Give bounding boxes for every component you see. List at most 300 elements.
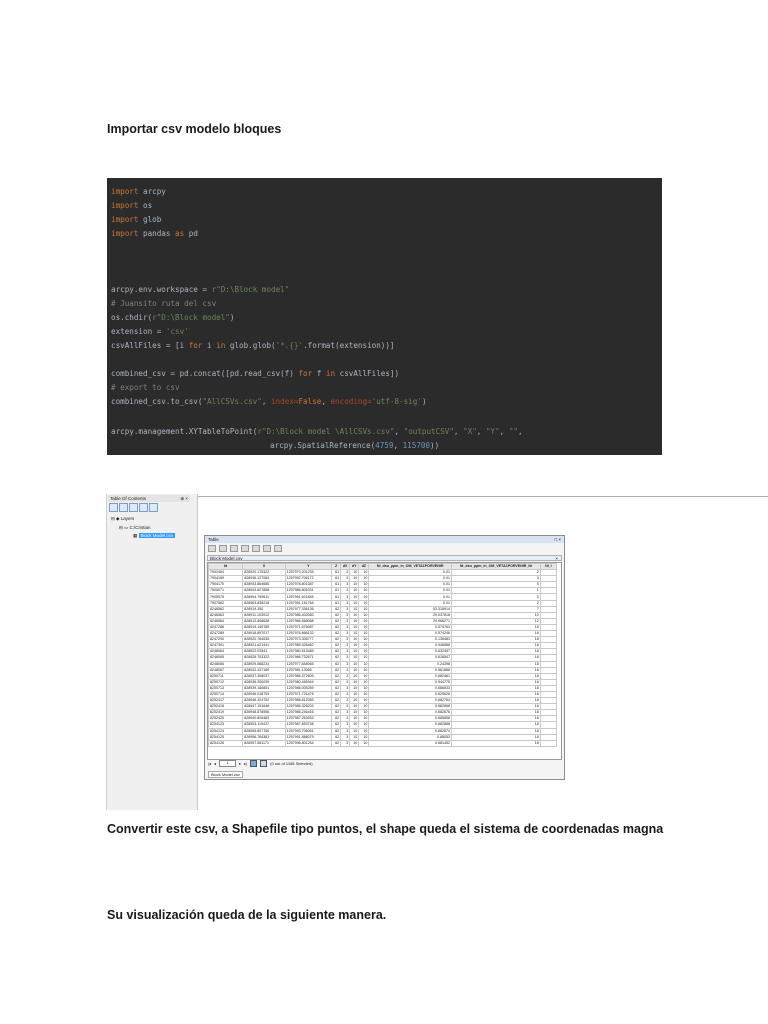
table-row[interactable]	[209, 740, 557, 746]
table-cell: 8252419	[209, 710, 243, 716]
list-by-source-icon[interactable]	[119, 503, 128, 512]
code-line: arcpy.env.workspace = r"D:\Block model"	[111, 285, 290, 294]
table-cell: 10	[359, 679, 369, 685]
table-cell: 18	[452, 661, 541, 667]
table-cell: 10	[359, 740, 369, 746]
table-cell: 10	[350, 588, 359, 594]
table-cell: 3	[341, 594, 350, 600]
table-cell: 10	[350, 600, 359, 606]
column-header[interactable]: Z	[332, 564, 341, 570]
table-cell: 0.01	[369, 570, 452, 576]
table-cell: 828919.350	[243, 606, 285, 612]
table-cell: 828940.826483	[243, 716, 285, 722]
table-cell: 10	[350, 661, 359, 667]
tree-folder[interactable]: ⊟ ▭ C:\Cristian	[119, 525, 151, 530]
first-record-icon[interactable]: |◂	[208, 761, 212, 766]
table-cell: 0.88053	[369, 734, 452, 740]
table-cell: 10	[350, 704, 359, 710]
tree-item-block-model[interactable]: ▦ Block Model.csv	[133, 533, 174, 538]
table-cell: 7	[452, 606, 541, 612]
table-cell: 5	[452, 582, 541, 588]
close-icon[interactable]: ×	[555, 556, 558, 561]
table-cell: 10	[359, 667, 369, 673]
table-cell: 10	[359, 588, 369, 594]
list-by-visibility-icon[interactable]	[129, 503, 138, 512]
table-cell: 828946.324752	[243, 698, 285, 704]
table-navigation-bar	[208, 760, 313, 767]
table-cell: 828946.127084	[243, 576, 285, 582]
table-cell: 828937.308037	[243, 673, 285, 679]
table-cell: 62	[332, 618, 341, 624]
attribute-table-window	[204, 535, 565, 780]
table-cell: 61	[332, 576, 341, 582]
table-cell: 8250711	[209, 673, 243, 679]
table-cell: 10	[359, 691, 369, 697]
table-cell: 61	[332, 570, 341, 576]
table-cell: 10	[350, 576, 359, 582]
select-by-attributes-icon[interactable]	[230, 545, 238, 552]
table-cell: 0.681452	[369, 740, 452, 746]
table-cell: 3	[341, 722, 350, 728]
table-cell: 10	[350, 667, 359, 673]
table-cell: 62	[332, 649, 341, 655]
table-cell: 8247290	[209, 637, 243, 643]
table-cell: 10	[350, 582, 359, 588]
table-cell: 0.682868	[369, 704, 452, 710]
table-cell: 3	[341, 698, 350, 704]
table-cell: 1257977.336136	[285, 606, 331, 612]
table-cell: 10	[359, 661, 369, 667]
table-cell: 18	[452, 637, 541, 643]
table-cell: 62	[332, 698, 341, 704]
table-cell: 0.946588	[369, 643, 452, 649]
table-cell: 8246562	[209, 606, 243, 612]
table-cell: 8250712	[209, 679, 243, 685]
table-cell: 1257987.853746	[285, 722, 331, 728]
table-cell: 1257986.402083	[285, 612, 331, 618]
table-cell: 0.01	[369, 588, 452, 594]
table-cell: 18	[452, 667, 541, 673]
table-cell: 1257992.706172	[285, 576, 331, 582]
table-cell: 0.575763	[369, 624, 452, 630]
panel-splitter[interactable]	[191, 494, 198, 810]
table-cell: 10	[350, 655, 359, 661]
table-cell: 10	[350, 618, 359, 624]
table-cell: 8247391	[209, 643, 243, 649]
heading-visualization: Su visualización queda de la siguiente manera.	[107, 908, 387, 922]
column-header[interactable]: dX	[341, 564, 350, 570]
previous-record-icon[interactable]: ◂	[214, 761, 217, 766]
close-icon[interactable]: □ ×	[554, 537, 561, 542]
code-line: import glob	[111, 215, 162, 224]
table-cell: 0.685858	[369, 716, 452, 722]
table-cell: 1257991.181764	[285, 600, 331, 606]
table-cell: 10	[350, 698, 359, 704]
table-cell: 62	[332, 691, 341, 697]
table-cell: 3	[341, 685, 350, 691]
table-cell: 61	[332, 588, 341, 594]
table-cell: 61	[332, 594, 341, 600]
table-cell: 10	[359, 643, 369, 649]
table-cell: 10	[452, 612, 541, 618]
table-cell: 1257986.326203	[285, 704, 331, 710]
table-cell: 8248064	[209, 649, 243, 655]
table-cell: 828919.149785	[243, 624, 285, 630]
table-cell: 3	[341, 576, 350, 582]
code-line: import os	[111, 201, 153, 210]
table-cell: 62	[332, 716, 341, 722]
table-cell: 3	[452, 594, 541, 600]
table-cell: 62	[332, 637, 341, 643]
related-tables-icon[interactable]	[219, 545, 227, 552]
tree-layers[interactable]: ⊟ ◆ Layers	[111, 516, 135, 521]
zoom-to-selected-icon[interactable]	[263, 545, 271, 552]
table-cell: 10	[350, 643, 359, 649]
selection-status: (0 out of 1185 Selected)	[270, 761, 313, 766]
table-cell: 828939.166851	[243, 685, 285, 691]
column-header[interactable]: X	[243, 564, 285, 570]
table-cell: 0.682888	[369, 722, 452, 728]
table-cell: 7905575	[209, 594, 243, 600]
table-cell: 1257986.805331	[285, 588, 331, 594]
table-cell: 3	[341, 691, 350, 697]
table-cell: 62	[332, 661, 341, 667]
table-cell: 62	[332, 734, 341, 740]
table-cell: 1257991.621845	[285, 594, 331, 600]
close-icon[interactable]: ⊕ ×	[180, 496, 188, 501]
switch-selection-icon[interactable]	[241, 545, 249, 552]
table-cell: 3	[341, 728, 350, 734]
table-cell: 10	[350, 606, 359, 612]
table-cell: 62	[332, 704, 341, 710]
table-window-title: Table □ ×	[205, 536, 564, 543]
table-cell: 0.625628	[369, 691, 452, 697]
table-cell: 62	[332, 710, 341, 716]
heading-convert-shapefile: Convertir este csv, a Shapefile tipo puntos, el shape queda el sistema de coordenadas magna	[107, 822, 664, 836]
options-icon[interactable]	[149, 503, 158, 512]
table-cell: 3	[341, 740, 350, 746]
column-header[interactable]: Ni_dsu_ppm_in_OM_VETA1PORVENIR	[369, 564, 452, 570]
last-record-icon[interactable]: ▸|	[244, 761, 248, 766]
column-header[interactable]: Id	[209, 564, 243, 570]
table-cell: 1257971.976087	[285, 624, 331, 630]
table-cell: 0.682461	[369, 673, 452, 679]
table-cell: 10	[350, 728, 359, 734]
table-cell: 1257981.13065	[285, 667, 331, 673]
table-cell: 3	[341, 710, 350, 716]
table-cell: 0.632457	[369, 649, 452, 655]
table-cell	[540, 740, 556, 746]
table-cell: 7904170	[209, 582, 243, 588]
list-by-drawing-order-icon[interactable]	[109, 503, 118, 512]
table-cell: 29.966271	[369, 618, 452, 624]
table-cell: 1257993.706061	[285, 728, 331, 734]
table-cell: 828918.897017	[243, 631, 285, 637]
table-cell: 8246563	[209, 612, 243, 618]
column-header[interactable]: dY	[350, 564, 359, 570]
table-cell: 10	[359, 606, 369, 612]
column-header[interactable]: dZ	[359, 564, 369, 570]
table-cell: 3	[341, 624, 350, 630]
table-cell: 12	[452, 618, 541, 624]
table-cell: 10	[359, 637, 369, 643]
table-cell: 10	[359, 649, 369, 655]
table-cell: 3	[341, 612, 350, 618]
table-cell: 828946.018753	[243, 691, 285, 697]
table-cell: 828954.759611	[243, 594, 285, 600]
table-cell: 10	[359, 728, 369, 734]
table-cell: 10	[350, 594, 359, 600]
table-cell: 8254126	[209, 740, 243, 746]
table-cell: 3	[341, 570, 350, 576]
table-cell: 0.24398	[369, 661, 452, 667]
map-frame-line	[198, 496, 768, 497]
table-cell: 828948.878556	[243, 710, 285, 716]
code-line: arcpy.management.XYTableToPoint(r"D:\Block model \AllCSVs.csv", "outputCSV", "X", "Y", "",	[111, 427, 523, 436]
table-toolbar	[208, 545, 282, 552]
table-cell: 10	[350, 637, 359, 643]
table-cell: 8250713	[209, 685, 243, 691]
table-cell: 828912.808628	[243, 618, 285, 624]
table-cell: 1257971.721476	[285, 691, 331, 697]
table-cell: 10	[350, 673, 359, 679]
table-cell: 3	[341, 631, 350, 637]
table-cell: 1257977.848065	[285, 661, 331, 667]
table-cell: 1257989.326462	[285, 643, 331, 649]
delete-selected-icon[interactable]	[274, 545, 282, 552]
table-cell: 3	[341, 655, 350, 661]
table-cell: 828956.764381	[243, 734, 285, 740]
code-line: extension = 'csv'	[111, 327, 189, 336]
table-cell: 3	[341, 679, 350, 685]
table-cell: 0.136483	[369, 637, 452, 643]
record-position-field[interactable]: 1	[219, 760, 236, 767]
table-cell: 18	[452, 710, 541, 716]
table-cell: 18	[452, 698, 541, 704]
table-cell: 828911.103912	[243, 612, 285, 618]
table-cell: 828926.753322	[243, 655, 285, 661]
code-line: # export to csv	[111, 383, 180, 392]
table-cell: 8247286	[209, 624, 243, 630]
table-cell: 1257980.515489	[285, 649, 331, 655]
table-cell: 8250714	[209, 691, 243, 697]
table-cell: 18	[452, 643, 541, 649]
table-cell: 62	[332, 631, 341, 637]
table-cell: 8252417	[209, 698, 243, 704]
table-cell: 10	[359, 624, 369, 630]
table-cell: 7902464	[209, 570, 243, 576]
table-cell: 8254125	[209, 734, 243, 740]
table-cell: 8246564	[209, 618, 243, 624]
clear-selection-icon[interactable]	[252, 545, 260, 552]
table-cell: 10	[359, 618, 369, 624]
toc-title: Table Of Contents ⊕ ×	[110, 496, 188, 501]
show-all-records-icon[interactable]	[250, 760, 257, 767]
table-cell: 62	[332, 624, 341, 630]
table-cell: 2	[452, 600, 541, 606]
table-cell: 1257986.812083	[285, 698, 331, 704]
table-cell: 0.01	[369, 600, 452, 606]
table-cell: 62	[332, 612, 341, 618]
table-cell: 10	[359, 570, 369, 576]
table-cell: 828963.838218	[243, 600, 285, 606]
table-cell: 18	[452, 722, 541, 728]
table-cell: 10	[350, 716, 359, 722]
table-cell: 1257991.888079	[285, 734, 331, 740]
table-cell: 3	[341, 704, 350, 710]
table-cell: 8254123	[209, 722, 243, 728]
table-cell: 8248065	[209, 655, 243, 661]
table-cell: 828929.568234	[243, 661, 285, 667]
code-line: import pandas as pd	[111, 229, 198, 238]
code-line: arcpy.SpatialReference(4759, 115700))	[270, 441, 440, 450]
code-line: import arcpy	[111, 187, 166, 196]
table-cell: 62	[332, 685, 341, 691]
table-cell: 62	[332, 606, 341, 612]
table-cell: 18	[452, 704, 541, 710]
table-cell: 828953.119437	[243, 722, 285, 728]
table-of-contents-panel	[107, 494, 192, 810]
table-cell: 10	[350, 624, 359, 630]
table-cell: 3	[341, 606, 350, 612]
table-cell: 10	[359, 631, 369, 637]
table-cell: 3	[341, 618, 350, 624]
table-cell: 10	[350, 740, 359, 746]
table-cell: 8247289	[209, 631, 243, 637]
table-cell: 10	[350, 679, 359, 685]
table-cell: 0.01	[369, 582, 452, 588]
table-cell: 1257996.801254	[285, 740, 331, 746]
table-cell: 10	[350, 691, 359, 697]
table-cell: 10	[359, 673, 369, 679]
table-cell: 10	[359, 698, 369, 704]
table-cell: 3	[341, 734, 350, 740]
table-cell: 8252420	[209, 716, 243, 722]
table-cell: 1257970.201239	[285, 570, 331, 576]
table-cell: 10	[359, 594, 369, 600]
table-options-icon[interactable]	[208, 545, 216, 552]
column-header[interactable]: Ni_dsu_ppm_in_OM_VETA1PORVENIR_Ni	[452, 564, 541, 570]
table-cell: 10	[359, 576, 369, 582]
table-cell: 10	[359, 704, 369, 710]
table-cell: 0.682874	[369, 728, 452, 734]
table-cell: 10	[350, 631, 359, 637]
table-cell: 0.561868	[369, 667, 452, 673]
table-cell: 18	[452, 649, 541, 655]
table-cell: 1257980.465944	[285, 679, 331, 685]
table-cell: 29.037818	[369, 612, 452, 618]
toc-toolbar	[109, 503, 158, 512]
table-cell: 828920.175322	[243, 570, 285, 576]
table-cell: 10	[359, 685, 369, 691]
table-cell: 3	[341, 600, 350, 606]
table-cell: 828936.300039	[243, 679, 285, 685]
table-cell: 53.318914	[369, 606, 452, 612]
table-cell: 62	[332, 643, 341, 649]
table-cell: 0.544775	[369, 679, 452, 685]
table-cell: 7905071	[209, 588, 243, 594]
table-cell: 10	[350, 734, 359, 740]
table-cell: 0.618547	[369, 655, 452, 661]
code-line: combined_csv.to_csv("AllCSVs.csv", index=False, encoding='utf-8-sig')	[111, 397, 427, 406]
table-cell: 828943.864685	[243, 582, 285, 588]
table-cell: 828920.764535	[243, 637, 285, 643]
table-cell: 1257987.263933	[285, 716, 331, 722]
code-line: # Juansito ruta del csv	[111, 299, 217, 308]
table-cell: 1257986.568068	[285, 618, 331, 624]
table-cell: 3	[341, 673, 350, 679]
arcmap-screenshot	[106, 494, 768, 810]
table-cell: 828922.02841	[243, 649, 285, 655]
bottom-table-tab[interactable]: Block Model.csv	[208, 771, 243, 778]
table-cell: 10	[350, 612, 359, 618]
table-tab-header[interactable]: Block Model.csv ×	[207, 555, 562, 561]
table-cell: 2	[452, 570, 541, 576]
table-cell: 1257986.372609	[285, 673, 331, 679]
table-cell: 3	[341, 643, 350, 649]
table-cell: 1	[452, 588, 541, 594]
table-cell: 8252418	[209, 704, 243, 710]
table-cell: 828947.151646	[243, 704, 285, 710]
column-header[interactable]: Ni_i	[540, 564, 556, 570]
code-block	[107, 178, 662, 455]
table-cell: 10	[350, 649, 359, 655]
table-cell: 3	[341, 649, 350, 655]
next-record-icon[interactable]: ▸	[239, 761, 242, 766]
table-cell: 10	[359, 612, 369, 618]
table-cell: 828943.827858	[243, 588, 285, 594]
table-cell: 828957.581171	[243, 740, 285, 746]
table-cell: 62	[332, 728, 341, 734]
table-cell: 18	[452, 728, 541, 734]
table-cell: 3	[341, 661, 350, 667]
table-cell: 10	[359, 582, 369, 588]
table-cell: 18	[452, 716, 541, 722]
table-cell: 3	[341, 582, 350, 588]
table-cell: 10	[350, 710, 359, 716]
table-cell: 1257978.801387	[285, 582, 331, 588]
table-cell: 61	[332, 600, 341, 606]
table-cell: 3	[341, 588, 350, 594]
table-cell: 7904169	[209, 576, 243, 582]
table-cell: 3	[452, 576, 541, 582]
table-cell: 7907582	[209, 600, 243, 606]
table-cell: 16	[452, 631, 541, 637]
show-selected-records-icon[interactable]	[260, 760, 267, 767]
table-cell: 1257986.005259	[285, 685, 331, 691]
table-cell: 10	[359, 600, 369, 606]
table-cell: 3	[341, 637, 350, 643]
table-cell: 1257986.732671	[285, 655, 331, 661]
table-cell: 61	[332, 582, 341, 588]
table-cell: 8254124	[209, 728, 243, 734]
table-cell: 18	[452, 740, 541, 746]
table-cell: 0.574246	[369, 631, 452, 637]
code-line: os.chdir(r"D:\Block model")	[111, 313, 235, 322]
table-cell: 1257976.868132	[285, 631, 331, 637]
table-cell: 0.682676	[369, 710, 452, 716]
table-cell: 62	[332, 673, 341, 679]
table-cell: 828955.807760	[243, 728, 285, 734]
list-by-selection-icon[interactable]	[139, 503, 148, 512]
attribute-grid	[207, 562, 562, 760]
table-cell: 62	[332, 679, 341, 685]
table-cell: 828921.621441	[243, 643, 285, 649]
table-cell: 10	[359, 734, 369, 740]
table-cell: 3	[341, 667, 350, 673]
column-header[interactable]: Y	[285, 564, 331, 570]
table-cell: 8248066	[209, 661, 243, 667]
